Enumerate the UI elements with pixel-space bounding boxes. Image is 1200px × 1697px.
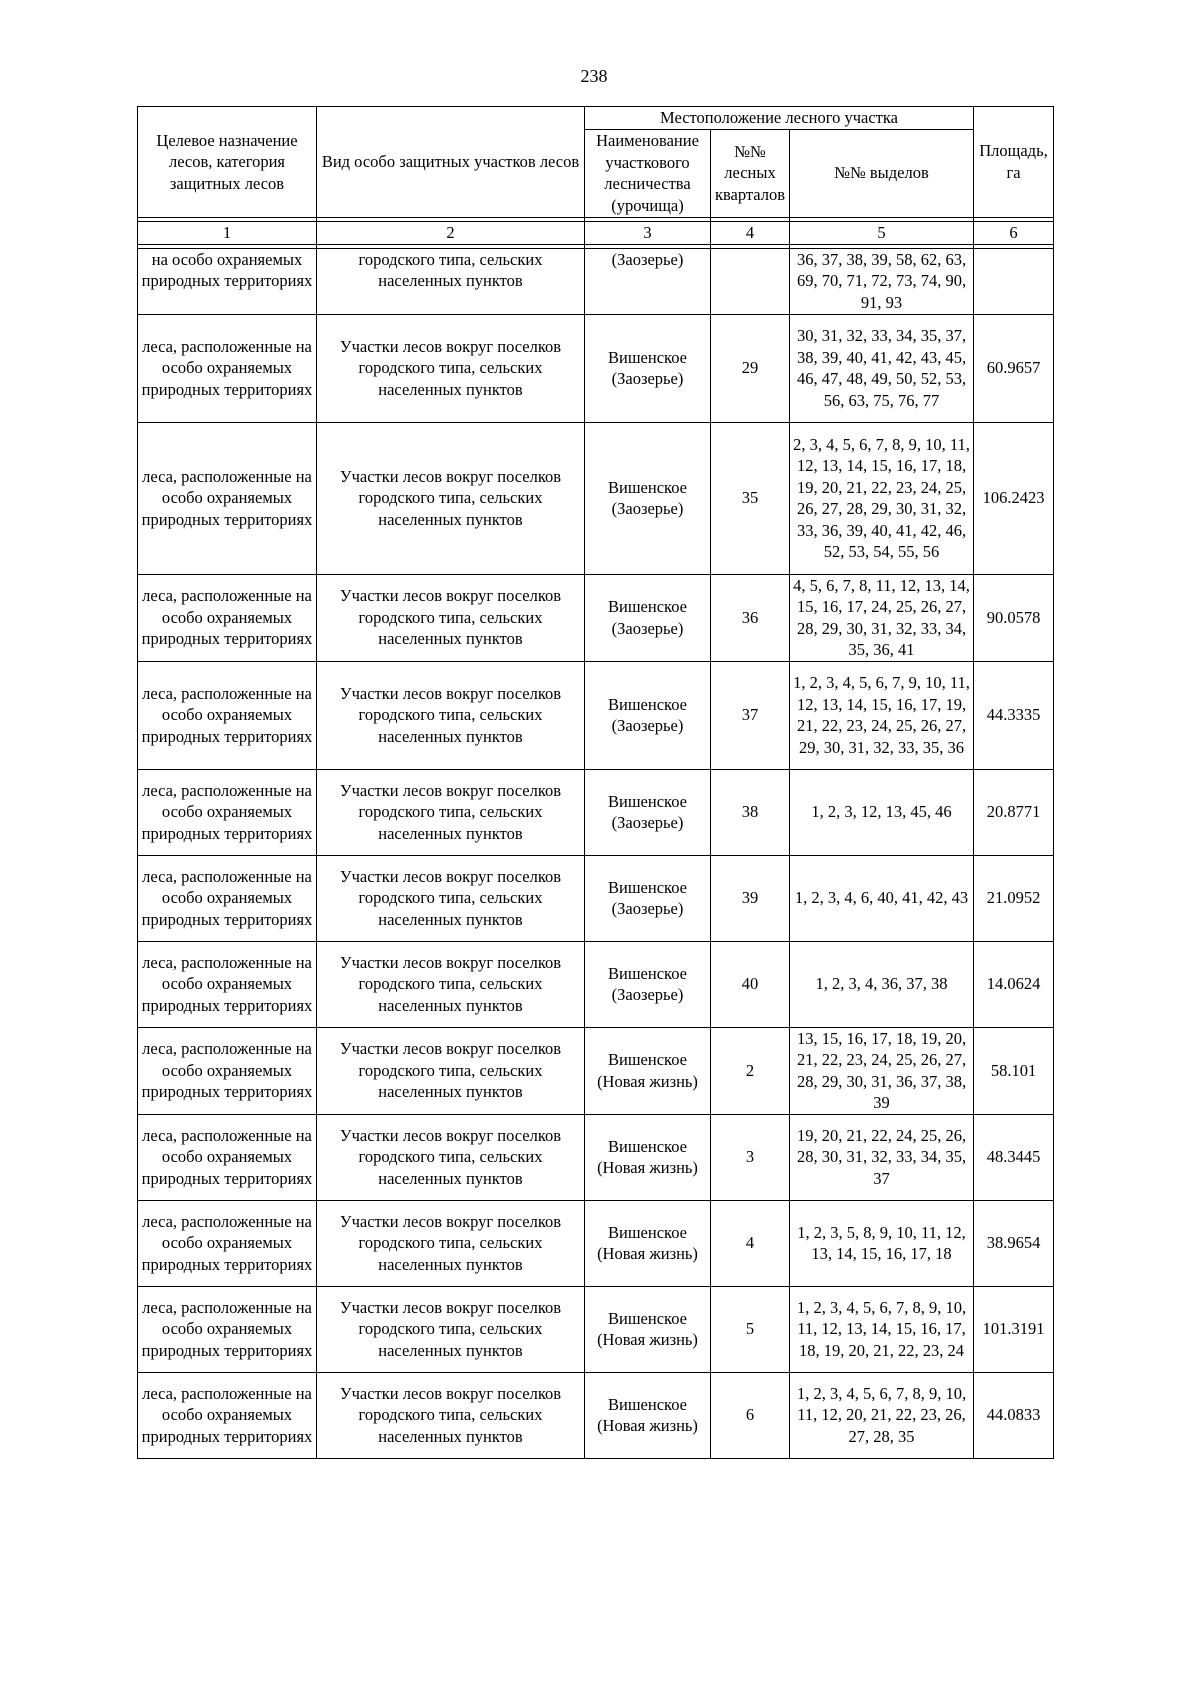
table-row [138,769,1054,855]
category-cell: на особо охраняемых природных территориях [138,248,317,314]
table-row [138,1114,1054,1200]
plot-type-cell: городского типа, сельских населенных пунктов [317,248,585,314]
quarter-cell: 3 [711,1114,790,1200]
quarter-cell: 37 [711,661,790,769]
header-location-group: Местоположение лесного участка [585,107,974,130]
category-cell: леса, расположенные на особо охраняемых природных территориях [138,314,317,422]
area-cell: 14.0624 [974,941,1054,1027]
column-numbers-row [138,221,1054,244]
table-row [138,574,1054,661]
header-plots: №№ выделов [790,129,974,217]
forestry-cell: Вишенское (Заозерье) [585,855,711,941]
plots-cell: 2, 3, 4, 5, 6, 7, 8, 9, 10, 11, 12, 13, 14, 15, 16, 17, 18, 19, 20, 21, 22, 23, 24, 25, 26, 27, 28, 29, 30, 31, 32, 33, 36, 39, 40, 41, 42, 46, 52, 53, 54, 55, 56 [790,422,974,574]
quarter-cell: 4 [711,1200,790,1286]
forestry-cell: (Заозерье) [585,248,711,314]
plot-type-cell: Участки лесов вокруг поселков городского типа, сельских населенных пунктов [317,422,585,574]
page-number: 238 [580,66,608,86]
plot-type-cell: Участки лесов вокруг поселков городского типа, сельских населенных пунктов [317,941,585,1027]
plot-type-cell: Участки лесов вокруг поселков городского типа, сельских населенных пунктов [317,1114,585,1200]
header-category: Целевое назначение лесов, категория защитных лесов [138,107,317,218]
column-number: 3 [585,221,711,244]
category-cell: леса, расположенные на особо охраняемых природных территориях [138,1200,317,1286]
column-number: 1 [138,221,317,244]
table-row [138,1372,1054,1458]
area-cell: 58.101 [974,1027,1054,1114]
area-cell: 44.3335 [974,661,1054,769]
plots-cell: 1, 2, 3, 4, 6, 40, 41, 42, 43 [790,855,974,941]
plots-cell: 1, 2, 3, 4, 5, 6, 7, 8, 9, 10, 11, 12, 20, 21, 22, 23, 26, 27, 28, 35 [790,1372,974,1458]
plots-cell: 30, 31, 32, 33, 34, 35, 37, 38, 39, 40, 41, 42, 43, 45, 46, 47, 48, 49, 50, 52, 53, 56, 63, 75, 76, 77 [790,314,974,422]
forestry-cell: Вишенское (Заозерье) [585,574,711,661]
table-row [138,1200,1054,1286]
category-cell: леса, расположенные на особо охраняемых природных территориях [138,422,317,574]
table-row [138,1027,1054,1114]
category-cell: леса, расположенные на особо охраняемых природных территориях [138,1372,317,1458]
plots-cell: 1, 2, 3, 4, 5, 6, 7, 9, 10, 11, 12, 13, 14, 15, 16, 17, 19, 21, 22, 23, 24, 25, 26, 27, 29, 30, 31, 32, 33, 35, 36 [790,661,974,769]
plot-type-cell: Участки лесов вокруг поселков городского типа, сельских населенных пунктов [317,314,585,422]
table-row [138,314,1054,422]
quarter-cell: 5 [711,1286,790,1372]
forestry-cell: Вишенское (Заозерье) [585,769,711,855]
forestry-cell: Вишенское (Заозерье) [585,661,711,769]
forestry-cell: Вишенское (Новая жизнь) [585,1114,711,1200]
table-row [138,248,1054,314]
forestry-cell: Вишенское (Заозерье) [585,941,711,1027]
plot-type-cell: Участки лесов вокруг поселков городского типа, сельских населенных пунктов [317,1286,585,1372]
quarter-cell: 36 [711,574,790,661]
table-row [138,1286,1054,1372]
category-cell: леса, расположенные на особо охраняемых природных территориях [138,769,317,855]
category-cell: леса, расположенные на особо охраняемых природных территориях [138,1114,317,1200]
forestry-cell: Вишенское (Заозерье) [585,314,711,422]
category-cell: леса, расположенные на особо охраняемых природных территориях [138,661,317,769]
header-plot-type: Вид особо защитных участков лесов [317,107,585,218]
column-number: 6 [974,221,1054,244]
plot-type-cell: Участки лесов вокруг поселков городского типа, сельских населенных пунктов [317,1027,585,1114]
column-number: 4 [711,221,790,244]
plots-cell: 19, 20, 21, 22, 24, 25, 26, 28, 30, 31, 32, 33, 34, 35, 37 [790,1114,974,1200]
category-cell: леса, расположенные на особо охраняемых природных территориях [138,574,317,661]
plots-cell: 1, 2, 3, 12, 13, 45, 46 [790,769,974,855]
plot-type-cell: Участки лесов вокруг поселков городского типа, сельских населенных пунктов [317,769,585,855]
column-number: 5 [790,221,974,244]
plots-cell: 36, 37, 38, 39, 58, 62, 63, 69, 70, 71, 72, 73, 74, 90, 91, 93 [790,248,974,314]
area-cell: 38.9654 [974,1200,1054,1286]
category-cell: леса, расположенные на особо охраняемых природных территориях [138,1027,317,1114]
plot-type-cell: Участки лесов вокруг поселков городского типа, сельских населенных пунктов [317,1200,585,1286]
category-cell: леса, расположенные на особо охраняемых природных территориях [138,1286,317,1372]
column-number: 2 [317,221,585,244]
area-cell: 106.2423 [974,422,1054,574]
plots-cell: 4, 5, 6, 7, 8, 11, 12, 13, 14, 15, 16, 17, 24, 25, 26, 27, 28, 29, 30, 31, 32, 33, 34, 35, 36, 41 [790,574,974,661]
area-cell: 21.0952 [974,855,1054,941]
area-cell [974,248,1054,314]
plot-type-cell: Участки лесов вокруг поселков городского типа, сельских населенных пунктов [317,661,585,769]
area-cell: 44.0833 [974,1372,1054,1458]
table-row [138,422,1054,574]
area-cell: 101.3191 [974,1286,1054,1372]
area-cell: 20.8771 [974,769,1054,855]
header-forestry: Наименование участкового лесничества (урочища) [585,129,711,217]
area-cell: 60.9657 [974,314,1054,422]
quarter-cell [711,248,790,314]
forest-plots-table [137,106,1054,1459]
category-cell: леса, расположенные на особо охраняемых природных территориях [138,941,317,1027]
forestry-cell: Вишенское (Новая жизнь) [585,1286,711,1372]
table-row [138,855,1054,941]
header-area: Площадь, га [974,107,1054,218]
forestry-cell: Вишенское (Новая жизнь) [585,1200,711,1286]
quarter-cell: 39 [711,855,790,941]
header-quarters: №№ лесных кварталов [711,129,790,217]
category-cell: леса, расположенные на особо охраняемых природных территориях [138,855,317,941]
forestry-cell: Вишенское (Новая жизнь) [585,1027,711,1114]
quarter-cell: 35 [711,422,790,574]
plots-cell: 1, 2, 3, 4, 5, 6, 7, 8, 9, 10, 11, 12, 13, 14, 15, 16, 17, 18, 19, 20, 21, 22, 23, 24 [790,1286,974,1372]
quarter-cell: 6 [711,1372,790,1458]
plots-cell: 1, 2, 3, 5, 8, 9, 10, 11, 12, 13, 14, 15, 16, 17, 18 [790,1200,974,1286]
table-row [138,661,1054,769]
forestry-cell: Вишенское (Новая жизнь) [585,1372,711,1458]
quarter-cell: 29 [711,314,790,422]
forestry-cell: Вишенское (Заозерье) [585,422,711,574]
table-row [138,941,1054,1027]
plot-type-cell: Участки лесов вокруг поселков городского типа, сельских населенных пунктов [317,574,585,661]
plot-type-cell: Участки лесов вокруг поселков городского типа, сельских населенных пунктов [317,855,585,941]
area-cell: 90.0578 [974,574,1054,661]
quarter-cell: 40 [711,941,790,1027]
plot-type-cell: Участки лесов вокруг поселков городского типа, сельских населенных пунктов [317,1372,585,1458]
quarter-cell: 38 [711,769,790,855]
area-cell: 48.3445 [974,1114,1054,1200]
quarter-cell: 2 [711,1027,790,1114]
plots-cell: 1, 2, 3, 4, 36, 37, 38 [790,941,974,1027]
plots-cell: 13, 15, 16, 17, 18, 19, 20, 21, 22, 23, 24, 25, 26, 27, 28, 29, 30, 31, 36, 37, 38, 39 [790,1027,974,1114]
